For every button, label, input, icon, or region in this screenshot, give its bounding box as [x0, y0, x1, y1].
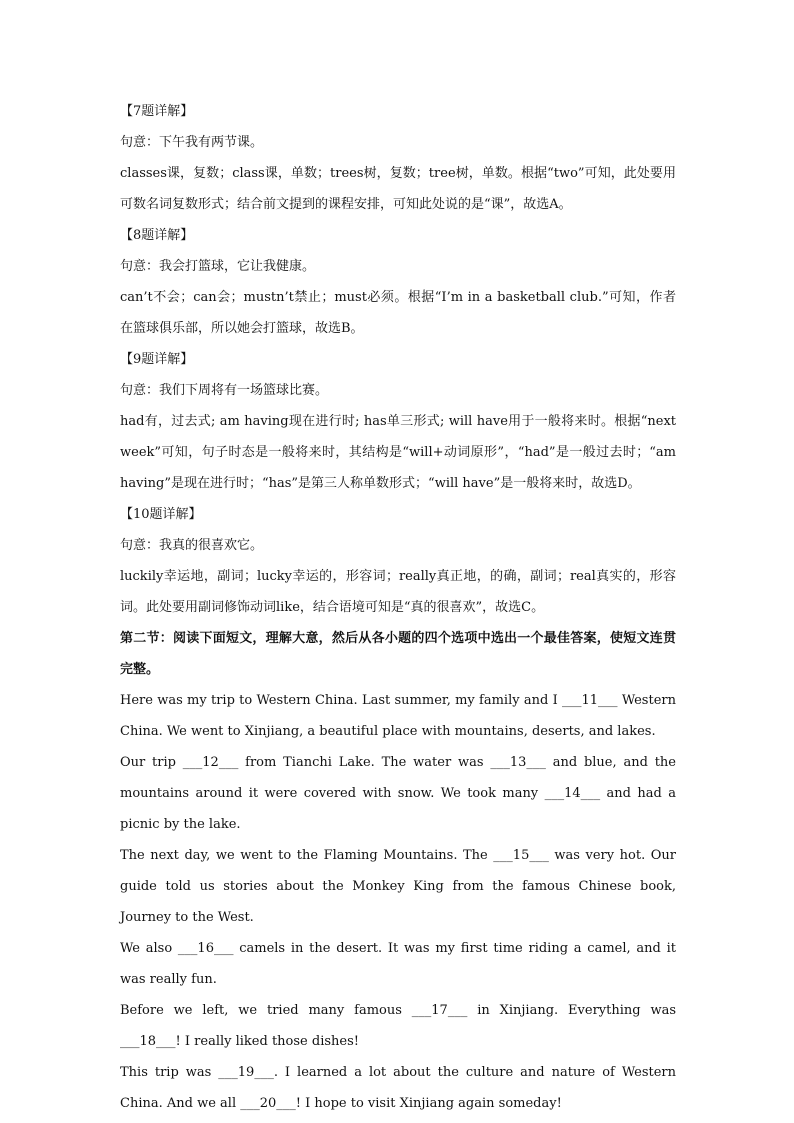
document-page [120, 96, 676, 1119]
explanation-q9: had有，过去式; am having现在进行时; has单三形式; will have用于一般将来时。根据“next week”可知，句子时态是一般将来时，其结构是“will+动词原形”，“had”是一般过去时；“am having”是现在进行时；“has”是第三人称单数形式；“will have”是一般将来时，故选D。 [120, 414, 676, 491]
heading-q10: 【10题详解】 [120, 507, 202, 522]
sentence-meaning-q7: 句意：下午我有两节课。 [120, 135, 264, 150]
sentence-meaning-q9: 句意：我们下周将有一场篮球比赛。 [120, 383, 329, 398]
heading-q8: 【8题详解】 [120, 228, 194, 243]
explanation-q7: classes课，复数；class课，单数；trees树，复数；tree树，单数。根据“two”可知，此处要用可数名词复数形式；结合前文提到的课程安排，可知此处说的是“课”，故选A。 [120, 166, 676, 212]
passage-paragraph-3: The next day, we went to the Flaming Mountains. The ___15___ was very hot. Our guide told us stories about the Monkey King from the famous Chinese book, Journey to the West. [120, 848, 676, 925]
passage-paragraph-6: This trip was ___19___. I learned a lot about the culture and nature of Western China. And we all ___20___! I hope to visit Xinjiang again someday! [120, 1065, 676, 1111]
explanation-q8: can’t不会；can会；mustn’t禁止；must必须。根据“I’m in a basketball club.”可知，作者在篮球俱乐部，所以她会打篮球，故选B。 [120, 290, 676, 336]
passage-paragraph-5: Before we left, we tried many famous ___17___ in Xinjiang. Everything was ___18___! I really liked those dishes! [120, 1003, 676, 1049]
passage-paragraph-4: We also ___16___ camels in the desert. It was my first time riding a camel, and it was really fun. [120, 941, 676, 987]
sentence-meaning-q10: 句意：我真的很喜欢它。 [120, 538, 264, 553]
heading-q7: 【7题详解】 [120, 104, 194, 119]
passage-paragraph-2: Our trip ___12___ from Tianchi Lake. The water was ___13___ and blue, and the mountains around it were covered with snow. We took many ___14___ and had a picnic by the lake. [120, 755, 676, 832]
passage-paragraph-1: Here was my trip to Western China. Last summer, my family and I ___11___ Western China. We went to Xinjiang, a beautiful place with mountains, deserts, and lakes. [120, 693, 676, 739]
explanation-q10: luckily幸运地，副词；lucky幸运的，形容词；really真正地，的确，副词；real真实的，形容词。此处要用副词修饰动词like，结合语境可知是“真的很喜欢”，故选C。 [120, 569, 676, 615]
sentence-meaning-q8: 句意：我会打篮球，它让我健康。 [120, 259, 316, 274]
section-two-instructions: 第二节：阅读下面短文，理解大意，然后从各小题的四个选项中选出一个最佳答案，使短文连贯完整。 [120, 631, 676, 677]
heading-q9: 【9题详解】 [120, 352, 194, 367]
